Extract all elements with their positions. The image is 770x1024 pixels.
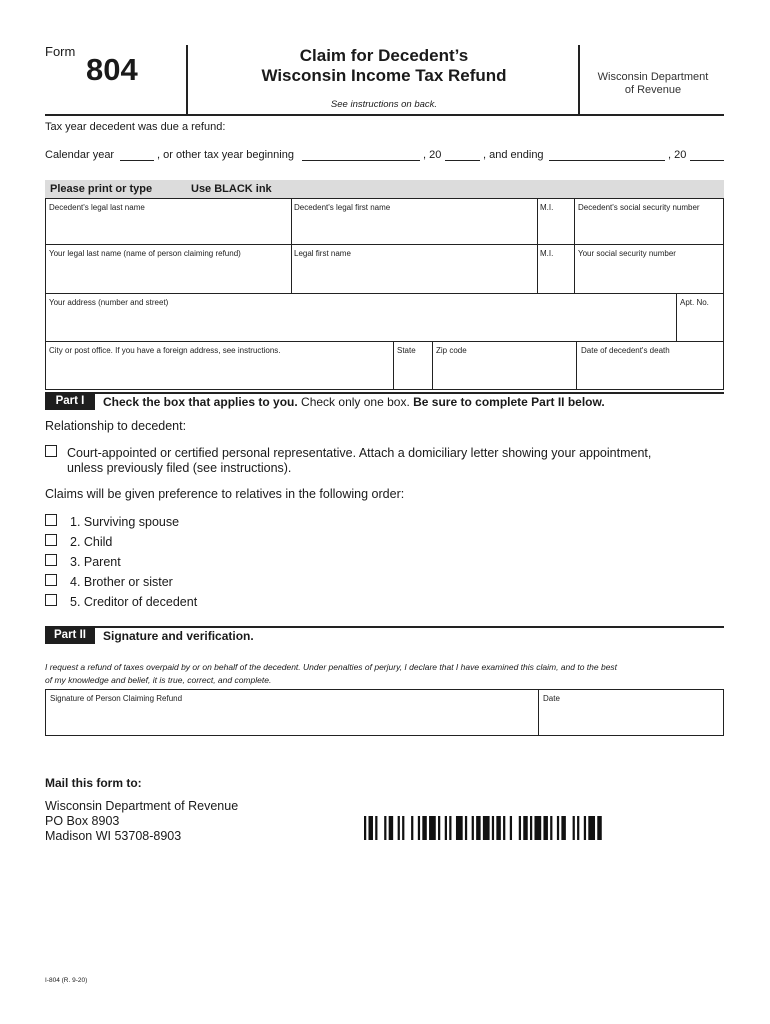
claimant-name-row	[45, 244, 724, 294]
barcode-bar	[557, 816, 559, 840]
form-label: Form	[45, 44, 76, 59]
barcode-bar	[584, 816, 586, 840]
year-beginning-yy-field[interactable]	[445, 148, 480, 161]
representative-line1: Court-appointed or certified personal representative. Attach a domiciliary letter showing your appointment,	[67, 446, 652, 460]
barcode-bar	[577, 816, 579, 840]
option-creditor: 5. Creditor of decedent	[70, 595, 198, 609]
department-line1: Wisconsin Department	[597, 71, 709, 83]
barcode-bar	[561, 816, 565, 840]
barcode-bar	[543, 816, 547, 840]
barcode-bar	[534, 816, 541, 840]
part2-rule	[45, 626, 724, 628]
mail-address-line3: Madison WI 53708-8903	[45, 829, 182, 843]
date-field[interactable]: Date	[543, 694, 560, 703]
barcode-bar	[398, 816, 400, 840]
please-print-label: Please print or type	[50, 183, 153, 195]
instructions-note: See instructions on back.	[330, 99, 438, 110]
barcode-bar	[445, 816, 447, 840]
date-of-death-field[interactable]: Date of decedent's death	[581, 346, 670, 355]
state-field[interactable]: State	[397, 346, 416, 355]
part1-tag: Part I	[45, 392, 95, 410]
year-beginning-field[interactable]	[302, 148, 420, 161]
surviving-spouse-checkbox[interactable]	[45, 514, 57, 526]
year-ending-field[interactable]	[549, 148, 665, 161]
part1-heading-bold: Check the box that applies to you.	[103, 395, 298, 409]
city-field[interactable]: City or post office. If you have a foreign address, see instructions.	[49, 346, 281, 355]
part1-rule	[45, 392, 724, 394]
other-year-label: , or other tax year beginning	[157, 149, 294, 161]
tax-year-intro: Tax year decedent was due a refund:	[45, 121, 226, 133]
barcode-bar	[476, 816, 480, 840]
barcode-bar	[368, 816, 372, 840]
barcode-bar	[429, 816, 436, 840]
your-ssn-field[interactable]: Your social security number	[578, 249, 676, 258]
mail-heading: Mail this form to:	[45, 776, 142, 790]
barcode-bar	[389, 816, 393, 840]
barcode-bar	[503, 816, 505, 840]
barcode-bar	[483, 816, 490, 840]
child-checkbox[interactable]	[45, 534, 57, 546]
mail-address-line1: Wisconsin Department of Revenue	[45, 799, 239, 813]
barcode-bar	[588, 816, 595, 840]
decedent-first-name-field[interactable]: Decedent's legal first name	[294, 203, 391, 212]
barcode-bar	[550, 816, 552, 840]
year-ending-yy-field[interactable]	[690, 148, 724, 161]
city-row	[45, 341, 724, 390]
signature-row	[45, 689, 724, 736]
decedent-last-name-field[interactable]: Decedent's legal last name	[49, 203, 145, 212]
apt-number-field[interactable]: Apt. No.	[680, 298, 709, 307]
signature-field[interactable]: Signature of Person Claiming Refund	[50, 694, 183, 703]
calendar-year-label: Calendar year	[45, 149, 115, 161]
barcode-bar	[523, 816, 527, 840]
barcode-bar	[402, 816, 404, 840]
barcode-bar	[465, 816, 467, 840]
form-revision: I-804 (R. 9-20)	[45, 977, 88, 984]
representative-line2: unless previously filed (see instructions).	[67, 461, 292, 475]
calendar-year-field[interactable]	[120, 148, 154, 161]
barcode-bar	[411, 816, 413, 840]
mail-address-line2: PO Box 8903	[45, 814, 120, 828]
decedent-ssn-field[interactable]: Decedent's social security number	[578, 203, 700, 212]
barcode-bar	[597, 816, 601, 840]
twenty-label-2: , 20	[668, 149, 687, 161]
barcode	[364, 816, 604, 840]
creditor-checkbox[interactable]	[45, 594, 57, 606]
header-rule	[45, 114, 724, 116]
barcode-bar	[384, 816, 386, 840]
barcode-bar	[496, 816, 500, 840]
barcode-bar	[438, 816, 440, 840]
barcode-bar	[519, 816, 521, 840]
barcode-bar	[472, 816, 474, 840]
barcode-bar	[422, 816, 426, 840]
barcode-bar	[456, 816, 463, 840]
barcode-bar	[510, 816, 512, 840]
department-line2: of Revenue	[624, 84, 682, 96]
option-brother-sister: 4. Brother or sister	[70, 575, 173, 589]
your-first-name-field[interactable]: Legal first name	[294, 249, 351, 258]
barcode-bar	[418, 816, 420, 840]
address-field[interactable]: Your address (number and street)	[49, 298, 169, 307]
barcode-bar	[375, 816, 377, 840]
barcode-bar	[492, 816, 494, 840]
and-ending-label: , and ending	[483, 149, 544, 161]
part2-tag: Part II	[45, 626, 95, 644]
form-number: 804	[86, 52, 138, 87]
barcode-bar	[449, 816, 451, 840]
relationship-label: Relationship to decedent:	[45, 419, 187, 433]
part1-heading-bold2: Be sure to complete Part II below.	[413, 395, 605, 409]
address-row	[45, 293, 724, 342]
barcode-bar	[364, 816, 366, 840]
your-mi-field[interactable]: M.I.	[540, 249, 554, 258]
part2-heading: Signature and verification.	[103, 629, 254, 643]
option-parent: 3. Parent	[70, 555, 121, 569]
representative-checkbox[interactable]	[45, 445, 57, 457]
part1-heading-normal: Check only one box.	[301, 395, 410, 409]
part1-heading	[103, 395, 605, 409]
declaration-line1: I request a refund of taxes overpaid by or on behalf of the decedent. Under penalties of perjury, I declare that I have examined this claim, and to the best	[45, 662, 618, 672]
parent-checkbox[interactable]	[45, 554, 57, 566]
decedent-mi-field[interactable]: M.I.	[540, 203, 554, 212]
zip-code-field[interactable]: Zip code	[436, 346, 467, 355]
option-surviving-spouse: 1. Surviving spouse	[70, 515, 180, 529]
form-title-line1: Claim for Decedent’s	[299, 46, 469, 65]
decedent-name-row	[45, 198, 724, 245]
twenty-label-1: , 20	[423, 149, 442, 161]
your-last-name-field[interactable]: Your legal last name (name of person claiming refund)	[49, 249, 241, 258]
brother-sister-checkbox[interactable]	[45, 574, 57, 586]
barcode-bar	[573, 816, 575, 840]
header-divider-left	[186, 45, 188, 115]
black-ink-label: Use BLACK ink	[191, 183, 272, 195]
barcode-bar	[530, 816, 532, 840]
option-child: 2. Child	[70, 535, 113, 549]
form-title-line2: Wisconsin Income Tax Refund	[261, 66, 507, 85]
preference-label: Claims will be given preference to relatives in the following order:	[45, 487, 405, 501]
declaration-line2: of my knowledge and belief, it is true, correct, and complete.	[45, 675, 272, 685]
